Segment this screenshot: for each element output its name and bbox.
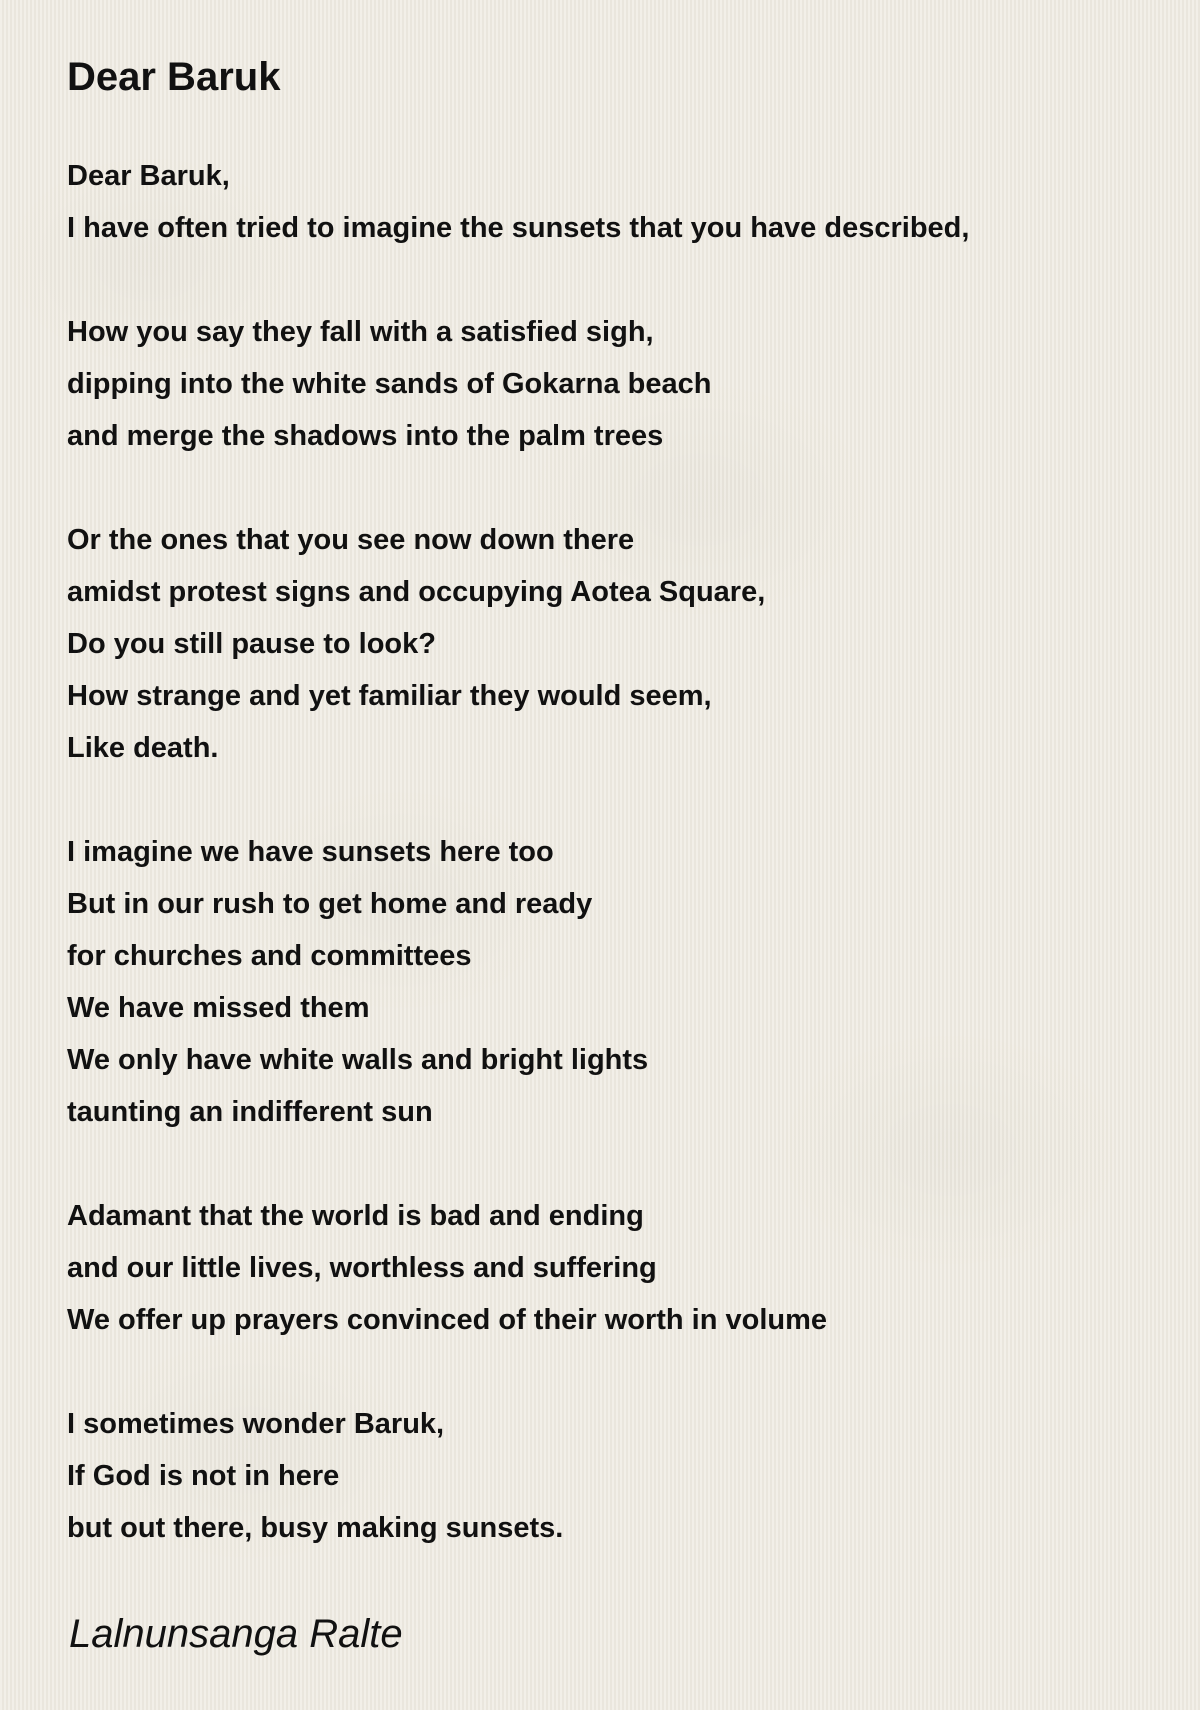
poem-line: But in our rush to get home and ready [67,888,593,920]
poem-line: dipping into the white sands of Gokarna beach [67,368,712,400]
stanza-6 [67,1398,1147,1554]
poem-line: Dear Baruk, [67,160,230,192]
poem-line: I sometimes wonder Baruk, [67,1408,445,1440]
poem-line: taunting an indifferent sun [67,1096,433,1128]
poem-line: Adamant that the world is bad and ending [67,1200,644,1232]
poem-line: I have often tried to imagine the sunsets that you have described, [67,212,970,244]
stanza-2 [67,306,1147,462]
stanza-4 [67,826,1147,1138]
poem-title: Dear Baruk [67,55,281,99]
poem-line: We only have white walls and bright lights [67,1044,649,1076]
stanza-3 [67,514,1147,774]
poem-line: We have missed them [67,992,370,1024]
stanza-1 [67,150,1147,254]
poem-page [67,50,1147,1606]
poem-line: I imagine we have sunsets here too [67,836,554,868]
poem-line: If God is not in here [67,1460,340,1492]
poem-line: amidst protest signs and occupying Aotea Square, [67,576,766,608]
poem-line: and our little lives, worthless and suffering [67,1252,657,1284]
poem-body [67,150,1147,1554]
poem-line: How you say they fall with a satisfied sigh, [67,316,654,348]
poem-line: Do you still pause to look? [67,628,436,660]
poem-line: We offer up prayers convinced of their worth in volume [67,1304,828,1336]
poem-line: Or the ones that you see now down there [67,524,635,556]
poem-author: Lalnunsanga Ralte [69,1612,403,1656]
stanza-5 [67,1190,1147,1346]
poem-line: but out there, busy making sunsets. [67,1512,564,1544]
poem-line: How strange and yet familiar they would seem, [67,680,712,712]
poem-line: and merge the shadows into the palm trees [67,420,664,452]
poem-line: Like death. [67,732,219,764]
poem-line: for churches and committees [67,940,472,972]
